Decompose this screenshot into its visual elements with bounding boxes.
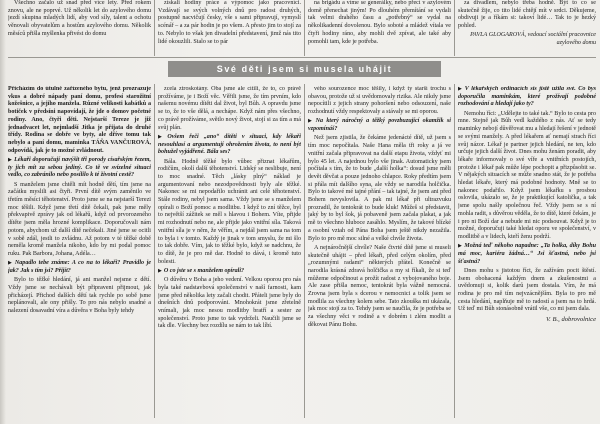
author-signature: PAVLA GLOGAROVÁ, vedoucí sociální pracovnice azylového domu xyxy=(470,32,596,47)
column-rule xyxy=(154,84,155,418)
interview-answer: A nejnáročnější chvíle? Naše čtvrté dítě jsme si museli skutečně uhájit – před lékaři, před celým okolím, před „rozumnými radami“ některých přátel. Konečně se narodila krásná zdravá holčička a my si říkali, že si teď můžeme odpočinout a prožít radost z vybojovaného boje. Ale zase přišla nemoc, tentokrát byla vážně nemocná. Zrovna jsem byla s dcerou v nemocnici a tolik jsem se modlila za všechny kolem sebe. Tato zkouška mi ukázala, jak moc stojí za to. Tehdy jsem se naučila, že je potřeba se za všechny věci v rodině a v dobrém i zlém modlit a děkovat Pánu Bohu. xyxy=(308,244,451,328)
interview-question: ▶ Ovšem řeči „ano“ dítěti v situaci, kdy lékaři nesouhlasí a argumentují ohrožením života, to není být bohužel vyjádřené. Bála ses? xyxy=(158,133,301,156)
article-column-1 xyxy=(8,86,151,418)
page-fold-shadow xyxy=(0,0,6,424)
article-column-4 xyxy=(458,86,596,418)
interview-answer: O důvěru v Boha a jeho vedení. Velkou oporou pro nás byla také nadstavbová společenství v naší farnosti, kam jsme před několika lety začali chodit. Přáteli jsme byly do dnešních dnů podporováni. Mnohokrát jsme zřetelně vnímali, jak moc nesou modlitby bratří a sester ze společenství. Proto jsme to tak vydrželi. Naučili jsme se tak dle. Všechny bez rozdílu se nám to tak líbí. xyxy=(158,277,301,330)
article-column-3 xyxy=(308,86,451,418)
bullet-triangle-icon: ▶ xyxy=(8,261,13,267)
interview-answer: zcela ztroskotány. Oba jsme ale cítili, že to, co právě prožíváme, je i Boží věc. Věřili jsme, že tím prvním, kdo našemu novému dítěti dal život, byl Bůh. A opravdu jsme se to, že to vše dělá, a nechápe. Když nám přes všechno, co právě prožíváme, světlo nový život, stojí si za tím a má svůj plán. xyxy=(158,86,301,131)
top-column-1 xyxy=(8,0,151,54)
top-column-3 xyxy=(308,0,451,54)
bullet-triangle-icon: ▶ xyxy=(8,157,13,163)
column-rule xyxy=(154,0,155,56)
bullet-triangle-icon: ▶ xyxy=(308,119,314,125)
headline-title: Své děti jsem si musela uhájit xyxy=(216,64,393,74)
article-signature: V. B., dobrovolnice xyxy=(546,315,596,323)
column-rule xyxy=(304,0,305,56)
bullet-triangle-icon: ▶ xyxy=(158,134,166,140)
top-column-2 xyxy=(158,0,301,54)
interview-question: ▶ Lékaři doporučují navýšit tři porody císařským řezem, ty jich mít za sebou jediný. Co tě ve svízelné situaci vedlo, co zabránilo nebo posílilo k té životní cestě? xyxy=(8,156,151,179)
interview-question: ▶ O co jste se s manželem opírali? xyxy=(158,267,245,274)
interview-question: ▶ V lékařských ordinacích sis jistě užila své. Co bys doporučila maminkám, které prožívají podobné rozhodování a hledají jako ty? xyxy=(458,86,596,108)
interview-question: ▶ Napadlo tebe známe: A co na to lékaři? Pravidlo je jak? Jak s tím jsi? Přijít? xyxy=(8,260,151,274)
top-column-4 xyxy=(458,0,596,54)
column-rule xyxy=(454,0,455,56)
interview-answer: Bála. Hodně těžké bylo vůbec přiznat lékařům, rodičům, okolí další těhotenství. Lidský se neslibuje, není to moc snadné. Těch „lásky plný“ náklad je argumentovaní nebo nezodpovědnosti byly ale těžké. Nakonec se mi nepodařilo uchránit ani celé těhotenství. Stále rodiny, nebyl jsem sama. Vždy jsme se s manželem opírali o Boží pomoc a modlitbu. I když to zní těžce, byl to největší zážitek se měl s hlavou i Bohem. Víte, přijde mi rozhodnutí nebo ne, ale přijde jako vnitřní síla. Taková vnitřní síla je v něm, že věřím, a nejdál jsem sama na tom to byla i v tomto. Každý je jinak v tom smyslu, že mi šlo to tak dobře. Vím, jak to těžké bylo, když se nadchnu, že to dítě, že je pro mě dar. Hodně to dává, i kromě tuto bolesti. xyxy=(158,158,301,265)
paragraph: Všechno začalo už snad před více lety. Před rokem znovu, ale ne poprvé. Už několik let do azylového domu jezdí skupina mladých lidí, aby vod síly, talent a ochotu věnovali obyvatelům a hostům azylového domu. Několik měsíců přišla myšlenka přivést do domu xyxy=(8,0,151,37)
interview-answer: Bylo to těžké hledání, já ani manžel nejsme z dětí. Vždy jsme se nechávali být připraveni přijmout, jak přicházejí. Přichod dalších dětí tak rychle po sobě jsme neplánovali, ale ony přišly. To pro nás nebylo snadné a nalezení dosavadní víra a důvěra v Boha byly tehdy xyxy=(8,277,151,315)
interview-answer: Než jsem zjistila, že čekáme jedenácté dítě, už jsem s tím moc nepočítala. Naše Hana měla tři roky a já ve vnitřní začala připravovat na další etapu života, vždyť mi bylo 45 let. A najednou bylo vše jinak. Automaticky jsem počítala s tím, že to bude „další holka“: dosud jsme měli devět děvčat a pouze jednoho chlapce. Roky předtím jsem si přála mít dalšího syna, ale vždy se narodila holčička. Bylo to takové mé tajné přání – tak tajné, že jsem ani před Bohem nevyslovila. A pak mi lékař při ultrazvuku prozradil, že tentokrát to bude kluk! Můžeš si představit, jaký by to byl šok, já pobaveně jsem začala plakat, a jak mě to všechno hluboce zasáhlo. Myslím, že takové blízké a osobní vztah od Pána Boha jsem ještě nikdy nezažila. Bylo to pro mě moc silné a velké chvíle života. xyxy=(308,135,451,242)
paragraph: za divadlem, nebylo třeba hodně. Být to co se skutečně žije, co tito lidé chtějí mít v srdci. Děkujeme, obdivuji je a říkám si: takoví lidé… Tak to je hezký pohled. xyxy=(458,0,596,30)
article-intro: Přicházím do útulně zařízeného bytu, jenž prozrazuje vkus a dobré nápady paní domu, profesí starožitní kožešnice, a jejího manžela. Různé velikosti kabátků a botiček v předsíni napovídají, že jde o domov početné rodiny. Ano, čtyři děti. Nejstarší Tereze je již jednadvacet let, nejmladší Jitka je přijata do druhé třídy. Rodina se dobře ve byty, ale dříve tomu tak nebylo a paní domu, maminka TÁŇA VANČUROVÁ, odpovídá, jak je to možné zvládnout. xyxy=(8,86,151,154)
section-divider xyxy=(8,57,596,58)
paragraph: na brigádu a víme se generálky, nebo přecí v azylovém domě přenechat jiným! Po dlouhém přemítání se vydali tak velmi drahého času a „potřebný“ se vydal na několikadenní dovolenou. Bylo soboté a mládež vítala ve čtyři hodiny ráno, aby mohli dvě zpívat, ale také aby pomohli tam, kde je potřeba. xyxy=(308,0,451,45)
bullet-triangle-icon: ▶ xyxy=(458,244,463,250)
interview-answer: Dnes mohu s jistotou říct, že zažívám pocit štěstí. Jsem obohacená každým dnem a zkušenostmi a uvědomuji si, kolik darů jsem dostala. Vím, že má rodina je pro mě tím nejvzácnějším. Byla to pro mě cesta hledání, naplňuje mě to radostí a jsem na to hrdá. Už teď mi Bůh stonásobně vrátil vše, co mi jsem dala. xyxy=(458,267,596,313)
column-rule xyxy=(304,84,305,418)
bullet-triangle-icon: ▶ xyxy=(458,87,463,92)
article-column-2 xyxy=(158,86,301,418)
interview-question: ▶ Možná teď někoho napadne: „Ta holka, díky Bohu má moc, kariéra žádná…“ Jsi šťastná, nebo jsi šťastná? xyxy=(458,243,596,265)
bullet-triangle-icon: ▶ xyxy=(158,268,162,274)
interview-answer: Nemohu říci: „Udělejte to také tak.“ Bylo to cesta pro mne. Stejně jak Bůh vedl každého z nás. Ať se tedy maminky nebojí důvěřovat mu a hledají řešení v jednotě se svými manžely. A před lékařem ať nemají strach říci svůj názor. Lékař je partner jejich hledání, ne ten, kdo určuje jejich další život. Dnes mohu ženám poradit, aby lékaře informovaly o své víře a vnitřních postojích, protože i lékař pak může lépe pochopit a přizpůsobit se. V nějakých situacích se může snadno stát, že je potřeba hledat lékaře, který má podobné hodnoty. Mně se to nakonec podařilo. Když jsem lékařku s prosbou oslovila, ukázalo se, že je praktikující katolička, a tak jsme spolu našly společnou řeč. Vždy jsem se s ní mohla radit, s důvěrou věděla, že to dítě, které čekám, je i pro ni Boží dar a nebude mi nic podsouvat. Když je to možné, doporučuji také hledat oporu ve společenství, v modlitbě a v lidech, kteří ženu podrží. xyxy=(458,110,596,240)
interview-answer: S manželem jsme chtěli mít hodně dětí, tím jsme na začátku myslili asi čtyři. První dítě svým zaměnilo ve třetím měsíci těhotenství. Proto jsme se na nejstarší Terezi moc těšili. Když jsme třetí dítě čekali, pak jsme měly překvapivě zprávy jak od lékařů, když od prvorozeného dítěte jsem měla hrozné komplikace. Doporučovali nám potom, abychom už další dítě nečekali. Jiné jsme se ocitli v sobě zdál, jestli to zvládnu. Až potom v té těžké době neměla kromě manžela nikoho, kdo by mi podal pomoc ruku. Pak Barbora, Johana, Adéla… xyxy=(8,181,151,257)
interview-question: ▶ Na který náročný a těžký povzbuzující okamžik si vzpomínáš? xyxy=(308,118,451,133)
interview-answer: vého sourozence moc těšily, i když ty starší trochu s obavou, protože už si uvědomovaly rizika. Ale nikdy jsme nepocítili z jejich strany pohoršení nebo odsouzení, naše rozhodnutí vždy respektovaly a stávaly se mi oporou. xyxy=(308,86,451,116)
column-rule xyxy=(454,84,455,418)
headline-banner xyxy=(168,61,441,77)
paragraph: získali hodiny práce a výpomoc jako pracovníci. Vzdávají se svých volných dnů pro radost druhých, postupně nacvičují česky, vše s sami připravují, vymyslí scénář – a za pár hodin je po všem. A přesto jim to stojí za to. Nebylo to však jen divadelní představení, jimž nás tito lidé okouzlili. Stalo se to pár xyxy=(158,0,301,45)
